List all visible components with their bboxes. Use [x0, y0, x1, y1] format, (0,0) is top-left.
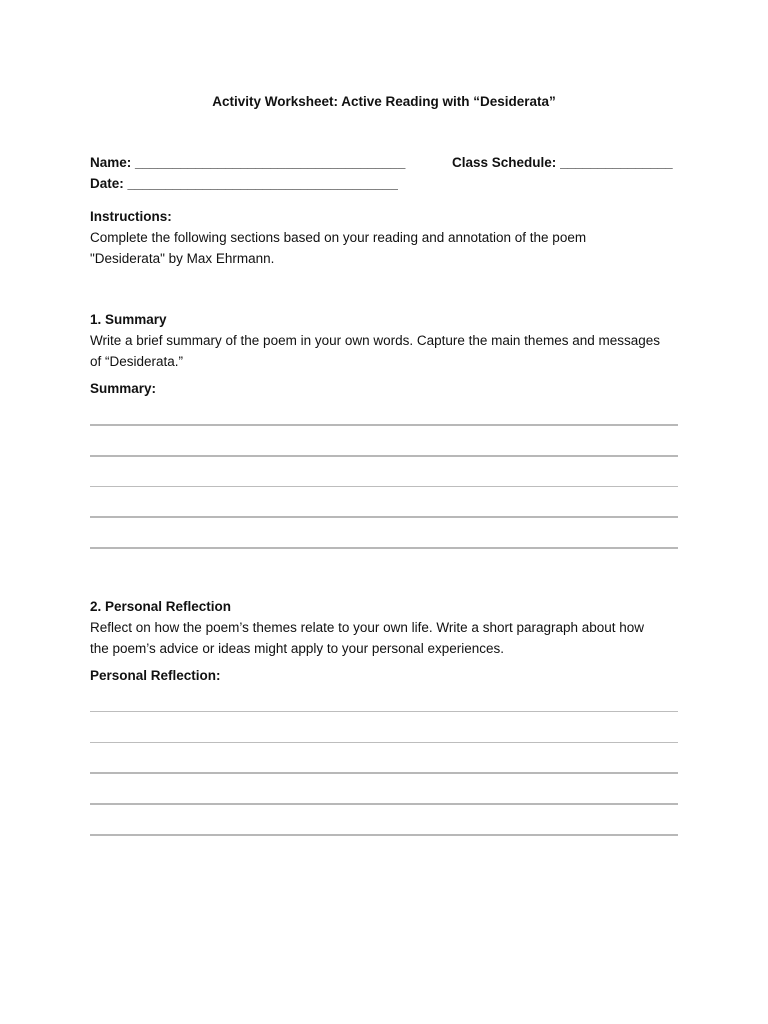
- worksheet-title: Activity Worksheet: Active Reading with “Desiderata”: [212, 94, 556, 109]
- name-field[interactable]: [90, 155, 405, 170]
- date-label: Date:: [90, 176, 124, 191]
- reflection-label: Personal Reflection:: [90, 668, 221, 683]
- reflection-answer-line[interactable]: [90, 711, 678, 712]
- instructions-block: [90, 206, 690, 269]
- reflection-instruction-line-1: Reflect on how the poem’s themes relate to your own life. Write a short paragraph about how: [90, 620, 645, 635]
- date-blank[interactable]: ____________________________________: [127, 176, 398, 191]
- instructions-line-1: Complete the following sections based on your reading and annotation of the poem: [90, 230, 587, 245]
- name-blank[interactable]: ____________________________________: [135, 155, 406, 170]
- reflection-answer-line[interactable]: [90, 803, 678, 805]
- reflection-answer-line[interactable]: [90, 742, 678, 743]
- summary-answer-line[interactable]: [90, 455, 678, 457]
- reflection-instruction-line-2: the poem’s advice or ideas might apply to your personal experiences.: [90, 641, 504, 656]
- class-schedule-blank[interactable]: _______________: [560, 155, 673, 170]
- summary-section: [90, 309, 690, 372]
- summary-answer-line[interactable]: [90, 547, 678, 549]
- summary-answer-line[interactable]: [90, 516, 678, 518]
- summary-instruction-line-2: of “Desiderata.”: [90, 354, 184, 369]
- summary-instruction-line-1: Write a brief summary of the poem in your own words. Capture the main themes and messages: [90, 333, 661, 348]
- summary-answer-line[interactable]: [90, 424, 678, 426]
- instructions-line-2: "Desiderata" by Max Ehrmann.: [90, 251, 275, 266]
- class-schedule-label: Class Schedule:: [452, 155, 557, 170]
- reflection-answer-line[interactable]: [90, 834, 678, 836]
- class-schedule-field[interactable]: [452, 155, 673, 170]
- date-field[interactable]: [90, 176, 398, 191]
- name-label: Name:: [90, 155, 132, 170]
- summary-label: Summary:: [90, 381, 157, 396]
- reflection-heading: 2. Personal Reflection: [90, 599, 232, 614]
- instructions-heading: Instructions:: [90, 209, 172, 224]
- summary-heading: 1. Summary: [90, 312, 167, 327]
- reflection-answer-line[interactable]: [90, 772, 678, 774]
- reflection-section: [90, 596, 690, 659]
- summary-answer-line[interactable]: [90, 486, 678, 487]
